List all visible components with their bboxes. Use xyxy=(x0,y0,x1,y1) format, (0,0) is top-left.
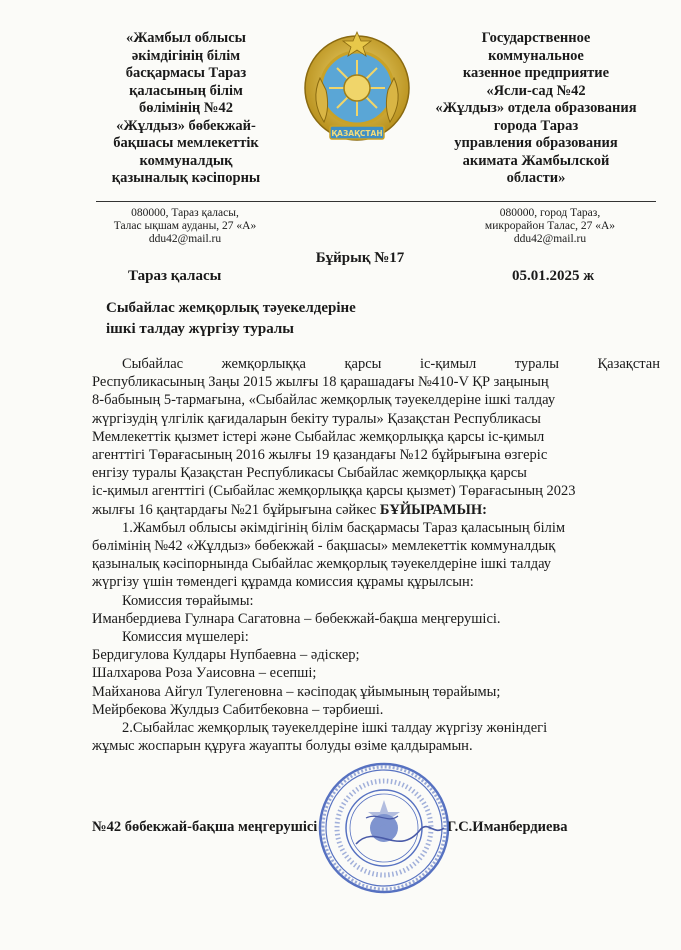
header-left-line: қаласының білім xyxy=(129,82,243,99)
commission-member: Шалхарова Роза Уаисовна – есепші; xyxy=(92,665,317,682)
address-line: 080000, город Тараз, xyxy=(499,207,601,219)
paragraph-line: 2.Сыбайлас жемқорлық тәуекелдеріне ішкі талдау жүргізу жөніндегі xyxy=(122,720,548,737)
paragraph-line: жүргізу үшін төмендегі құрамда комиссия құрамы құрылсын: xyxy=(92,574,474,591)
paragraph-line: агенттігі Төрағасының 2016 жылғы 19 қазандағы №12 бұйрығына өзгеріс xyxy=(92,447,548,464)
header-left-line: қазыналық кәсіпорны xyxy=(111,170,261,186)
order-title: Бұйрық №17 xyxy=(315,250,405,266)
word: жемқорлыққа xyxy=(221,356,306,372)
word: қарсы xyxy=(344,356,382,372)
header-left-line: коммуналдық xyxy=(139,152,233,169)
address-email: ddu42@mail.ru xyxy=(148,233,222,245)
header-right-line: акимата Жамбылской xyxy=(462,152,610,169)
commission-member: Бердигулова Кулдары Нупбаевна – әдіскер; xyxy=(92,647,360,664)
header-right-line: управления образования xyxy=(454,135,618,151)
address-left xyxy=(110,207,260,246)
order-subject xyxy=(106,298,356,340)
header-left-line: әкімдігінің білім xyxy=(131,47,241,64)
header-right-line: города Тараз xyxy=(493,117,579,134)
header-left-line: «Жамбыл облысы xyxy=(125,30,247,46)
commission-member: Мейрбекова Жулдыз Сабитбековна – тәрбиеші. xyxy=(92,701,384,718)
order-city: Тараз қаласы xyxy=(128,268,222,284)
header-left-line: бақшасы мемлекеттік xyxy=(113,135,259,151)
state-emblem-icon xyxy=(300,30,414,152)
paragraph-line xyxy=(92,355,660,373)
commission-member: Майханова Айгул Тулегеновна – кәсіподақ ұйымының төрайымы; xyxy=(92,683,501,700)
paragraph-line: жүргізудің үлгілік қағидаларын бекіту туралы» Қазақстан Республикасы xyxy=(92,410,541,427)
order-keyword: БҰЙЫРАМЫН: xyxy=(379,501,487,518)
emblem-label: ҚАЗАҚСТАН xyxy=(331,129,383,138)
commission-chair: Иманбердиева Гулнара Сагатовна – бөбекжай-бақша меңгерушісі. xyxy=(92,610,501,627)
address-email: ddu42@mail.ru xyxy=(513,233,587,245)
header-right-line: «Ясли-сад №42 xyxy=(486,82,586,99)
paragraph-line xyxy=(92,501,660,519)
header-right-line: Государственное xyxy=(481,30,591,46)
header-right-line: казенное предприятие xyxy=(462,65,610,81)
paragraph-line: 8-бабының 5-тармағына, «Сыбайлас жемқорлық тәуекелдеріне ішкі талдау xyxy=(92,392,556,409)
subject-line: ішкі талдау жүргізу туралы xyxy=(106,321,294,337)
header-right-line: области» xyxy=(506,170,566,186)
signature-name: Г.С.Иманбердиева xyxy=(447,819,568,835)
order-body xyxy=(92,355,660,755)
paragraph-line: бөлімінің №42 «Жұлдыз» бөбекжай - бақшасы» мемлекеттік коммуналдық xyxy=(92,538,556,555)
paragraph-line: 1.Жамбыл облысы әкімдігінің білім басқармасы Тараз қаласының білім xyxy=(122,519,566,536)
address-right xyxy=(455,207,645,246)
header-left-line: басқармасы Тараз xyxy=(125,65,247,81)
address-line: 080000, Тараз қаласы, xyxy=(131,207,239,219)
header-right-line: «Жұлдыз» отдела образования xyxy=(435,100,637,116)
header-left-line: «Жұлдыз» бөбекжай- xyxy=(116,117,256,134)
paragraph-line: Мемлекеттік қызмет істері және Сыбайлас жемқорлыққа қарсы іс-қимыл xyxy=(92,428,545,445)
paragraph-line: жұмыс жоспарын құруға жауапты болуды өзіме қалдырамын. xyxy=(92,738,473,755)
address-line: Талас ықшам ауданы, 27 «А» xyxy=(113,220,257,232)
commission-members-label: Комиссия мүшелері: xyxy=(122,629,249,646)
paragraph-line: қазыналық кәсіпорнында Сыбайлас жемқорлық тәуекелдеріне ішкі талдау xyxy=(92,556,552,573)
header-left-org-kk xyxy=(100,30,272,188)
word: туралы xyxy=(514,356,559,372)
word: іс-қимыл xyxy=(419,356,477,372)
header-left-line: бөлімінің №42 xyxy=(138,100,233,116)
paragraph-line: енгізу туралы Қазақстан Республикасы Сыбайлас жемқорлыққа қарсы xyxy=(92,465,527,482)
header-right-line: коммунальное xyxy=(488,47,584,64)
header-divider xyxy=(96,201,656,202)
signature-position: №42 бөбекжай-бақша меңгерушісі xyxy=(92,819,318,835)
subject-line: Сыбайлас жемқорлық тәуекелдеріне xyxy=(106,300,356,316)
official-stamp-icon xyxy=(316,758,452,898)
paragraph-text: жылғы 16 қаңтардағы №21 бұйрығына сәйкес xyxy=(92,501,380,518)
order-date: 05.01.2025 ж xyxy=(512,268,595,284)
word: Сыбайлас xyxy=(122,356,184,372)
commission-chair-label: Комиссия төрайымы: xyxy=(122,592,254,609)
paragraph-line: Республикасының Заңы 2015 жылғы 18 қарашадағы №410-V ҚР заңының xyxy=(92,374,549,391)
address-line: микрорайон Талас, 27 «А» xyxy=(484,220,616,232)
paragraph-line: іс-қимыл агенттігі (Сыбайлас жемқорлыққа қарсы қызмет) Төрағасының 2023 xyxy=(92,483,576,500)
word: Қазақстан xyxy=(597,356,660,372)
header-right-org-ru xyxy=(420,30,652,188)
